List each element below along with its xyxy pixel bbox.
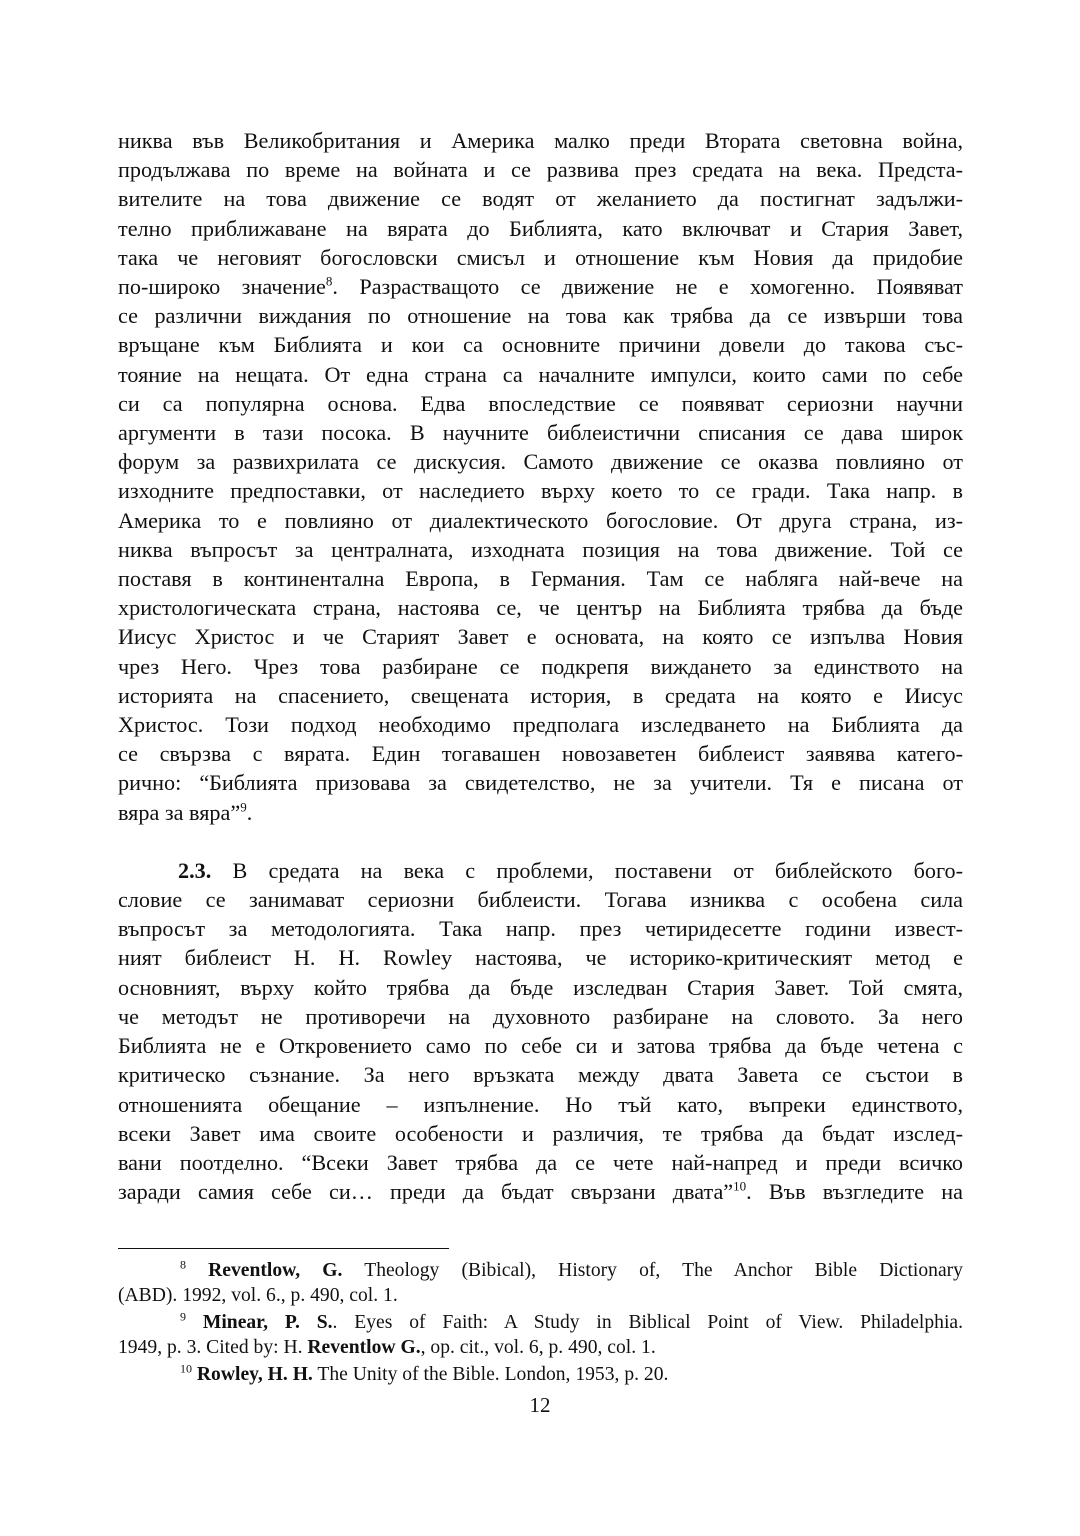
text-line: въпросът за методологията. Така напр. през четиридесетте години извест- [118, 916, 963, 942]
footnote-line [118, 1310, 963, 1335]
text-line: никва въпросът за централната, изходната позиция на това движение. Той се [118, 536, 963, 562]
paragraph-1 [118, 126, 963, 827]
text-line: вителите на това движение се водят от желанието да постигнат задължи- [118, 186, 963, 212]
footnote-separator [118, 1248, 449, 1249]
text-line: се различни виждания по отношение на това как трябва да се извърши това [118, 303, 963, 329]
footnote-ref-9: 9 [240, 799, 247, 815]
footnotes [118, 1258, 963, 1389]
text-line: се свързва с вярата. Един тогавашен новозаветен библеист заявява катего- [118, 741, 963, 767]
text-line: христологическата страна, настоява се, че център на Библията трябва да бъде [118, 595, 963, 621]
text-line-with-heading [118, 856, 963, 885]
text-segment: вяра за вяра” [118, 799, 241, 825]
text-segment: заради самия себе си… преди да бъдат свързани двата” [118, 1179, 734, 1205]
text-segment: по-широко значение [118, 274, 326, 300]
text-line: основният, върху който трябва да бъде изследван Стария Завет. Той смята, [118, 974, 963, 1000]
footnote-line [118, 1362, 963, 1387]
footnote-text: Theology (Bibical), History of, The Anchor Bible Dictionary [342, 1260, 963, 1281]
text-segment: . [246, 799, 253, 825]
text-segment: В средата на века с проблеми, поставени от библейското бого- [211, 857, 963, 883]
footnote-line: (ABD). 1992, vol. 6., p. 490, col. 1. [118, 1285, 398, 1306]
text-line: аргументи в тази посока. В научните библеистични списания се дава широк [118, 420, 963, 446]
text-line: връщане към Библията и кои са основните причини довели до такова със- [118, 332, 963, 358]
body-text [118, 126, 963, 1206]
text-line: поставя в континентална Европа, в Германия. Там се набляга най-вече на [118, 566, 963, 592]
text-line: Библията не е Откровението само по себе си и затова трябва да бъде четена с [118, 1033, 963, 1059]
text-line-with-footnote [118, 1177, 963, 1206]
text-line: вани поотделно. “Всеки Завет трябва да се чете най-напред и преди всичко [118, 1149, 963, 1175]
text-line: всеки Завет има своите особености и различия, те трябва да бъдат изслед- [118, 1120, 963, 1146]
footnote-8 [118, 1258, 963, 1308]
text-line: си са популярна основа. Едва впоследствие се появяват сериозни научни [118, 390, 963, 416]
text-line: историята на спасението, свещената история, в средата на която е Иисус [118, 682, 963, 708]
text-line: словие се занимават сериозни библеисти. Тогава изниква с особена сила [118, 887, 963, 913]
paragraph-2 [118, 856, 963, 1206]
text-line: форум за развихрилата се дискусия. Самото движение се оказва повлияно от [118, 449, 963, 475]
text-segment: . Разрастващото се движение не е хомогенно. Появяват [332, 274, 964, 300]
text-line: критическо съзнание. За него връзката между двата Завета се състои в [118, 1062, 963, 1088]
footnote-number: 10 [180, 1361, 192, 1376]
footnote-author: Reventlow G. [307, 1337, 421, 1358]
text-line: че методът не противоречи на духовното разбиране на словото. За него [118, 1003, 963, 1029]
text-line: Христос. Този подход необходимо предполага изследването на Библията да [118, 712, 963, 738]
text-line: изходните предпоставки, от наследието върху което то се гради. Така напр. в [118, 478, 963, 504]
footnote-line [118, 1258, 963, 1283]
footnote-9 [118, 1310, 963, 1360]
text-line: тояние на нещата. От една страна са началните импулси, които сами по себе [118, 361, 963, 387]
text-line: така че неговият богословски смисъл и отношение към Новия да придобие [118, 244, 963, 270]
footnote-author: Rowley, H. H. [196, 1364, 313, 1385]
text-line-with-footnote [118, 272, 963, 301]
text-line: продължава по време на войната и се развива през средата на века. Предста- [118, 157, 963, 183]
footnote-text: , op. cit., vol. 6, p. 490, col. 1. [420, 1337, 656, 1358]
footnote-author: Reventlow, G. [208, 1260, 343, 1281]
footnote-text: 1949, p. 3. Cited by: H. [118, 1337, 308, 1358]
footnote-10 [118, 1362, 963, 1387]
text-line: чрез Него. Чрез това разбиране се подкрепя виждането за единството на [118, 653, 963, 679]
footnote-text: . Eyes of Faith: A Study in Biblical Point of View. Philadelphia. [332, 1312, 963, 1333]
text-line-with-footnote [118, 798, 963, 827]
text-line: Америка то е повлияно от диалектическото богословие. От друга страна, из- [118, 507, 963, 533]
text-segment: . Във възгледите на [746, 1179, 963, 1205]
text-line: Иисус Христос и че Старият Завет е основата, на която се изпълва Новия [118, 624, 963, 650]
footnote-ref-8: 8 [325, 273, 333, 289]
footnote-number: 9 [180, 1309, 186, 1324]
footnote-text: The Unity of the Bible. London, 1953, p. 20. [312, 1364, 669, 1385]
text-line: рично: “Библията призовава за свидетелство, не за учители. Тя е писана от [118, 770, 963, 796]
page-number: 12 [529, 1393, 551, 1417]
text-line: телно приближаване на вярата до Библията, като включват и Стария Завет, [118, 215, 963, 241]
text-line: отношенията обещание – изпълнение. Но тъй като, въпреки единството, [118, 1091, 963, 1117]
section-number: 2.3. [178, 857, 212, 883]
text-line: ният библеист H. H. Rowley настоява, че историко-критическият метод е [118, 945, 963, 971]
text-line: никва във Великобритания и Америка малко преди Втората световна война, [118, 128, 963, 153]
footnote-author: Minear, P. S. [202, 1312, 333, 1333]
footnote-line [118, 1335, 963, 1360]
footnote-ref-10: 10 [733, 1178, 747, 1194]
footnote-number: 8 [180, 1257, 186, 1272]
